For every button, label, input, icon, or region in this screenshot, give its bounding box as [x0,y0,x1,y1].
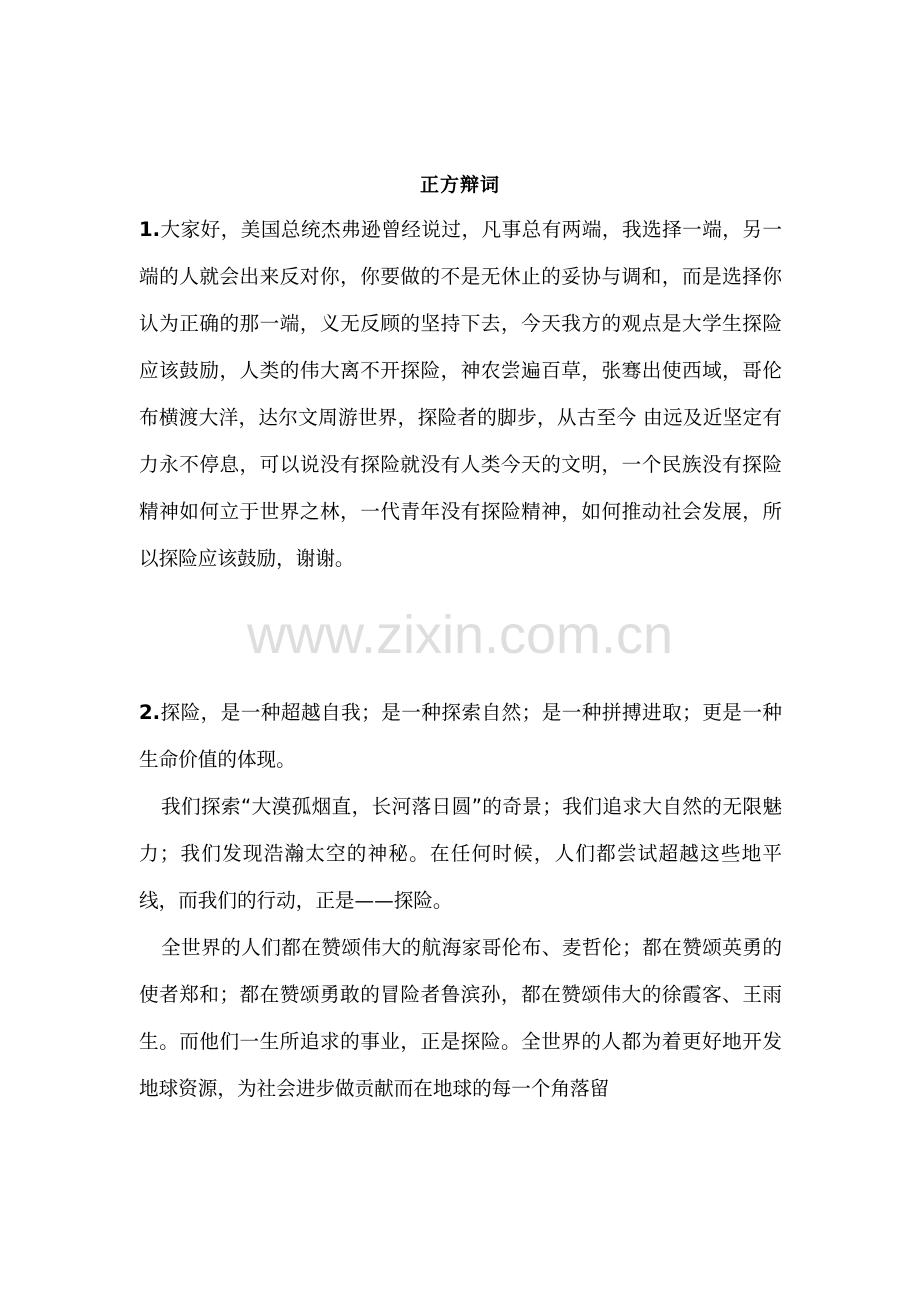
paragraph-text: 探险，是一种超越自我；是一种探索自然；是一种拼搏进取；更是一种生命价值的体现。 [139,701,782,771]
paragraph-4: 全世界的人们都在赞颂伟大的航海家哥伦布、麦哲伦；都在赞颂英勇的使者郑和；都在赞颂勇敢的冒险者鲁滨孙，都在赞颂伟大的徐霞客、王雨生。而他们一生所追求的事业，正是探险。全世界的人都为着更好地开发地球资源，为社会进步做贡献而在地球的每一个角落留 [139,936,782,1100]
paragraph-3: 我们探索“大漠孤烟直，长河落日圆”的奇景；我们追求大自然的无限魅力；我们发现浩瀚太空的神秘。在任何时候，人们都尝试超越这些地平线，而我们的行动，正是——探险。 [139,795,782,912]
paragraph-number: 2. [139,701,161,724]
paragraph-text: 大家好，美国总统杰弗逊曾经说过，凡事总有两端，我选择一端，另一端的人就会出来反对你，你要做的不是无休止的妥协与调和，而是选择你认为正确的那一端，义无反顾的坚持下去，今天我方的观点是大学生探险应该鼓励，人类的伟大离不开探险，神农尝遍百草，张骞出使西域，哥伦布横渡大洋，达尔文周游世界，探险者的脚步，从古至今 由远及近坚定有力永不停息，可以说没有探险就没有人类今天的文明，一个民族没有探险精神如何立于世界之林，一代青年没有探险精神，如何推动社会发展，所以探险应该鼓励，谢谢。 [139,218,782,570]
paragraph-number: 1. [139,218,161,241]
watermark: www.zixin.com.cn [246,605,674,665]
document-title: 正方辩词 [419,174,500,196]
paragraph-2 [139,689,782,783]
paragraph-1 [139,206,782,582]
